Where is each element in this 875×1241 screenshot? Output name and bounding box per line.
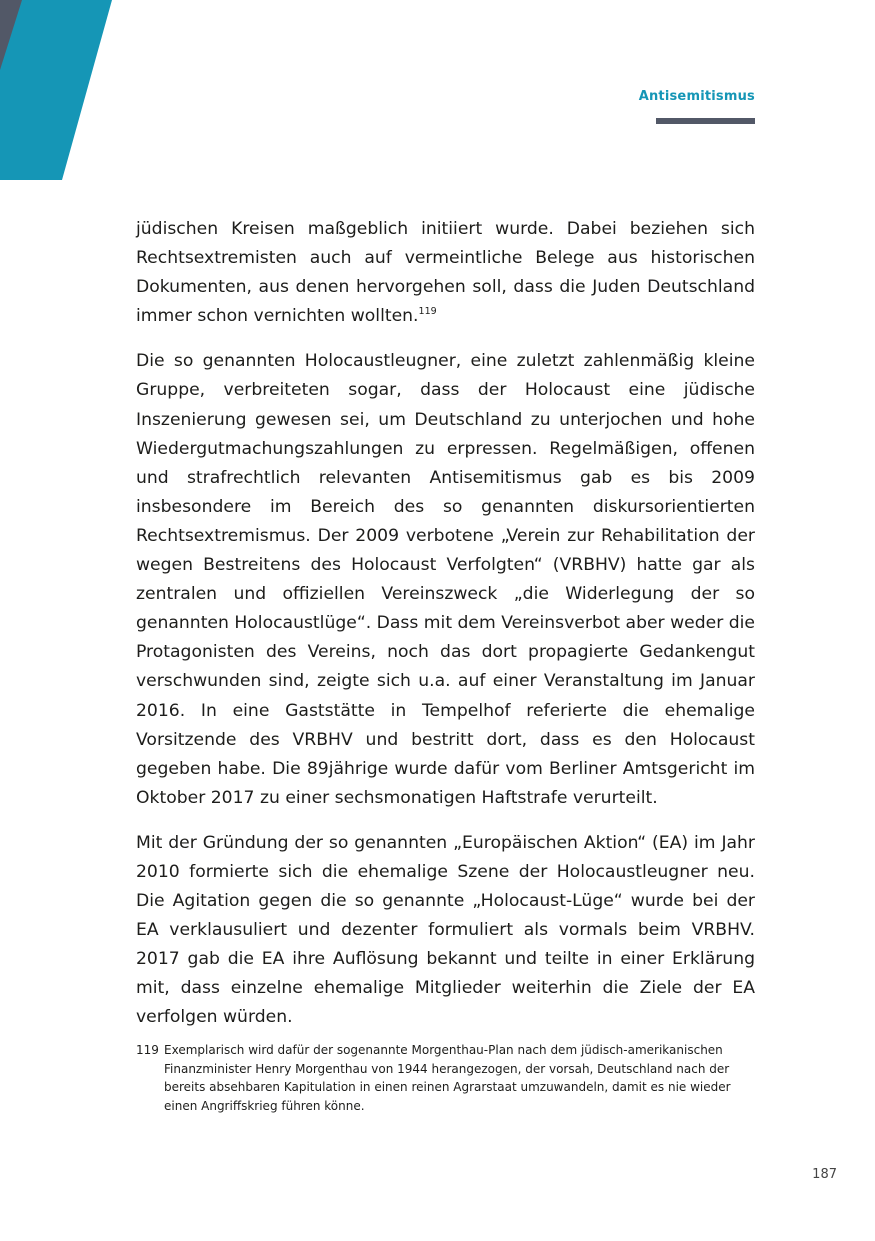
paragraph: [136, 215, 755, 331]
paragraph: [136, 347, 755, 813]
page-number: 187: [812, 1167, 837, 1182]
paragraph-text: jüdischen Kreisen maßgeblich initiiert wurde. Dabei beziehen sich Rechtsextremisten auch auf vermeintliche Belege aus historischen Dokumenten, aus denen hervorgehen soll, dass die Juden Deutschland immer schon vernichten wollten.: [136, 219, 755, 327]
body-text: [136, 215, 755, 1049]
footnote-number: 119: [136, 1043, 159, 1057]
running-title: Antisemitismus: [638, 89, 755, 104]
header-rule: [656, 118, 755, 124]
paragraph-text: Die so genannten Holocaustleugner, eine zuletzt zahlenmäßig kleine Gruppe, verbreiteten sogar, dass der Holocaust eine jüdische Inszenierung gewesen sei, um Deutschland zu unterjochen und hohe Wiedergutmachungszahlungen zu erpressen. Regelmäßigen, offenen und strafrechtlich relevanten Antisemitismus gab es bis 2009 insbesondere im Bereich des so genannten diskursorientierten Rechtsextremismus. Der 2009 verbotene „Verein zur Rehabilitation der wegen Bestreitens des Holocaust Verfolgten“ (VRBHV) hatte gar als zentralen und offiziellen Vereinszweck „die Widerlegung der so genannten Holocaustlüge“. Dass mit dem Vereinsverbot aber weder die Protagonisten des Vereins, noch das dort propagierte Gedankengut verschwunden sind, zeigte sich u.a. auf einer Veranstaltung im Januar 2016. In eine Gaststätte in Tempelhof referierte die ehemalige Vorsitzende des VRBHV und bestritt dort, dass es den Holocaust gegeben habe. Die 89jährige wurde dafür vom Berliner Amtsgericht im Oktober 2017 zu einer sechsmonatigen Haftstrafe verurteilt.: [136, 351, 755, 808]
corner-decoration: [0, 0, 120, 180]
footnote: [136, 1041, 755, 1115]
paragraph: [136, 829, 755, 1033]
paragraph-text: Mit der Gründung der so genannten „Europäischen Aktion“ (EA) im Jahr 2010 formierte sich die ehemalige Szene der Holocaustleugner neu. Die Agitation gegen die so genannte „Holocaust-Lüge“ wurde bei der EA verklausuliert und dezenter formuliert als vormals beim VRBHV. 2017 gab die EA ihre Auflösung bekannt und teilte in einer Erklärung mit, dass einzelne ehemalige Mitglieder weiterhin die Ziele der EA verfolgen würden.: [136, 832, 755, 1028]
footnote-text: Exemplarisch wird dafür der sogenannte Morgenthau-Plan nach dem jüdisch-amerikanischen Finanzminister Henry Morgenthau von 1944 herangezogen, der vorsah, Deutschland nach der bereits absehbaren Kapitulation in einen reinen Agrarstaat umzuwandeln, damit es nie wieder einen Angriffskrieg führen könne.: [164, 1043, 731, 1113]
footnote-reference: 119: [418, 306, 437, 318]
